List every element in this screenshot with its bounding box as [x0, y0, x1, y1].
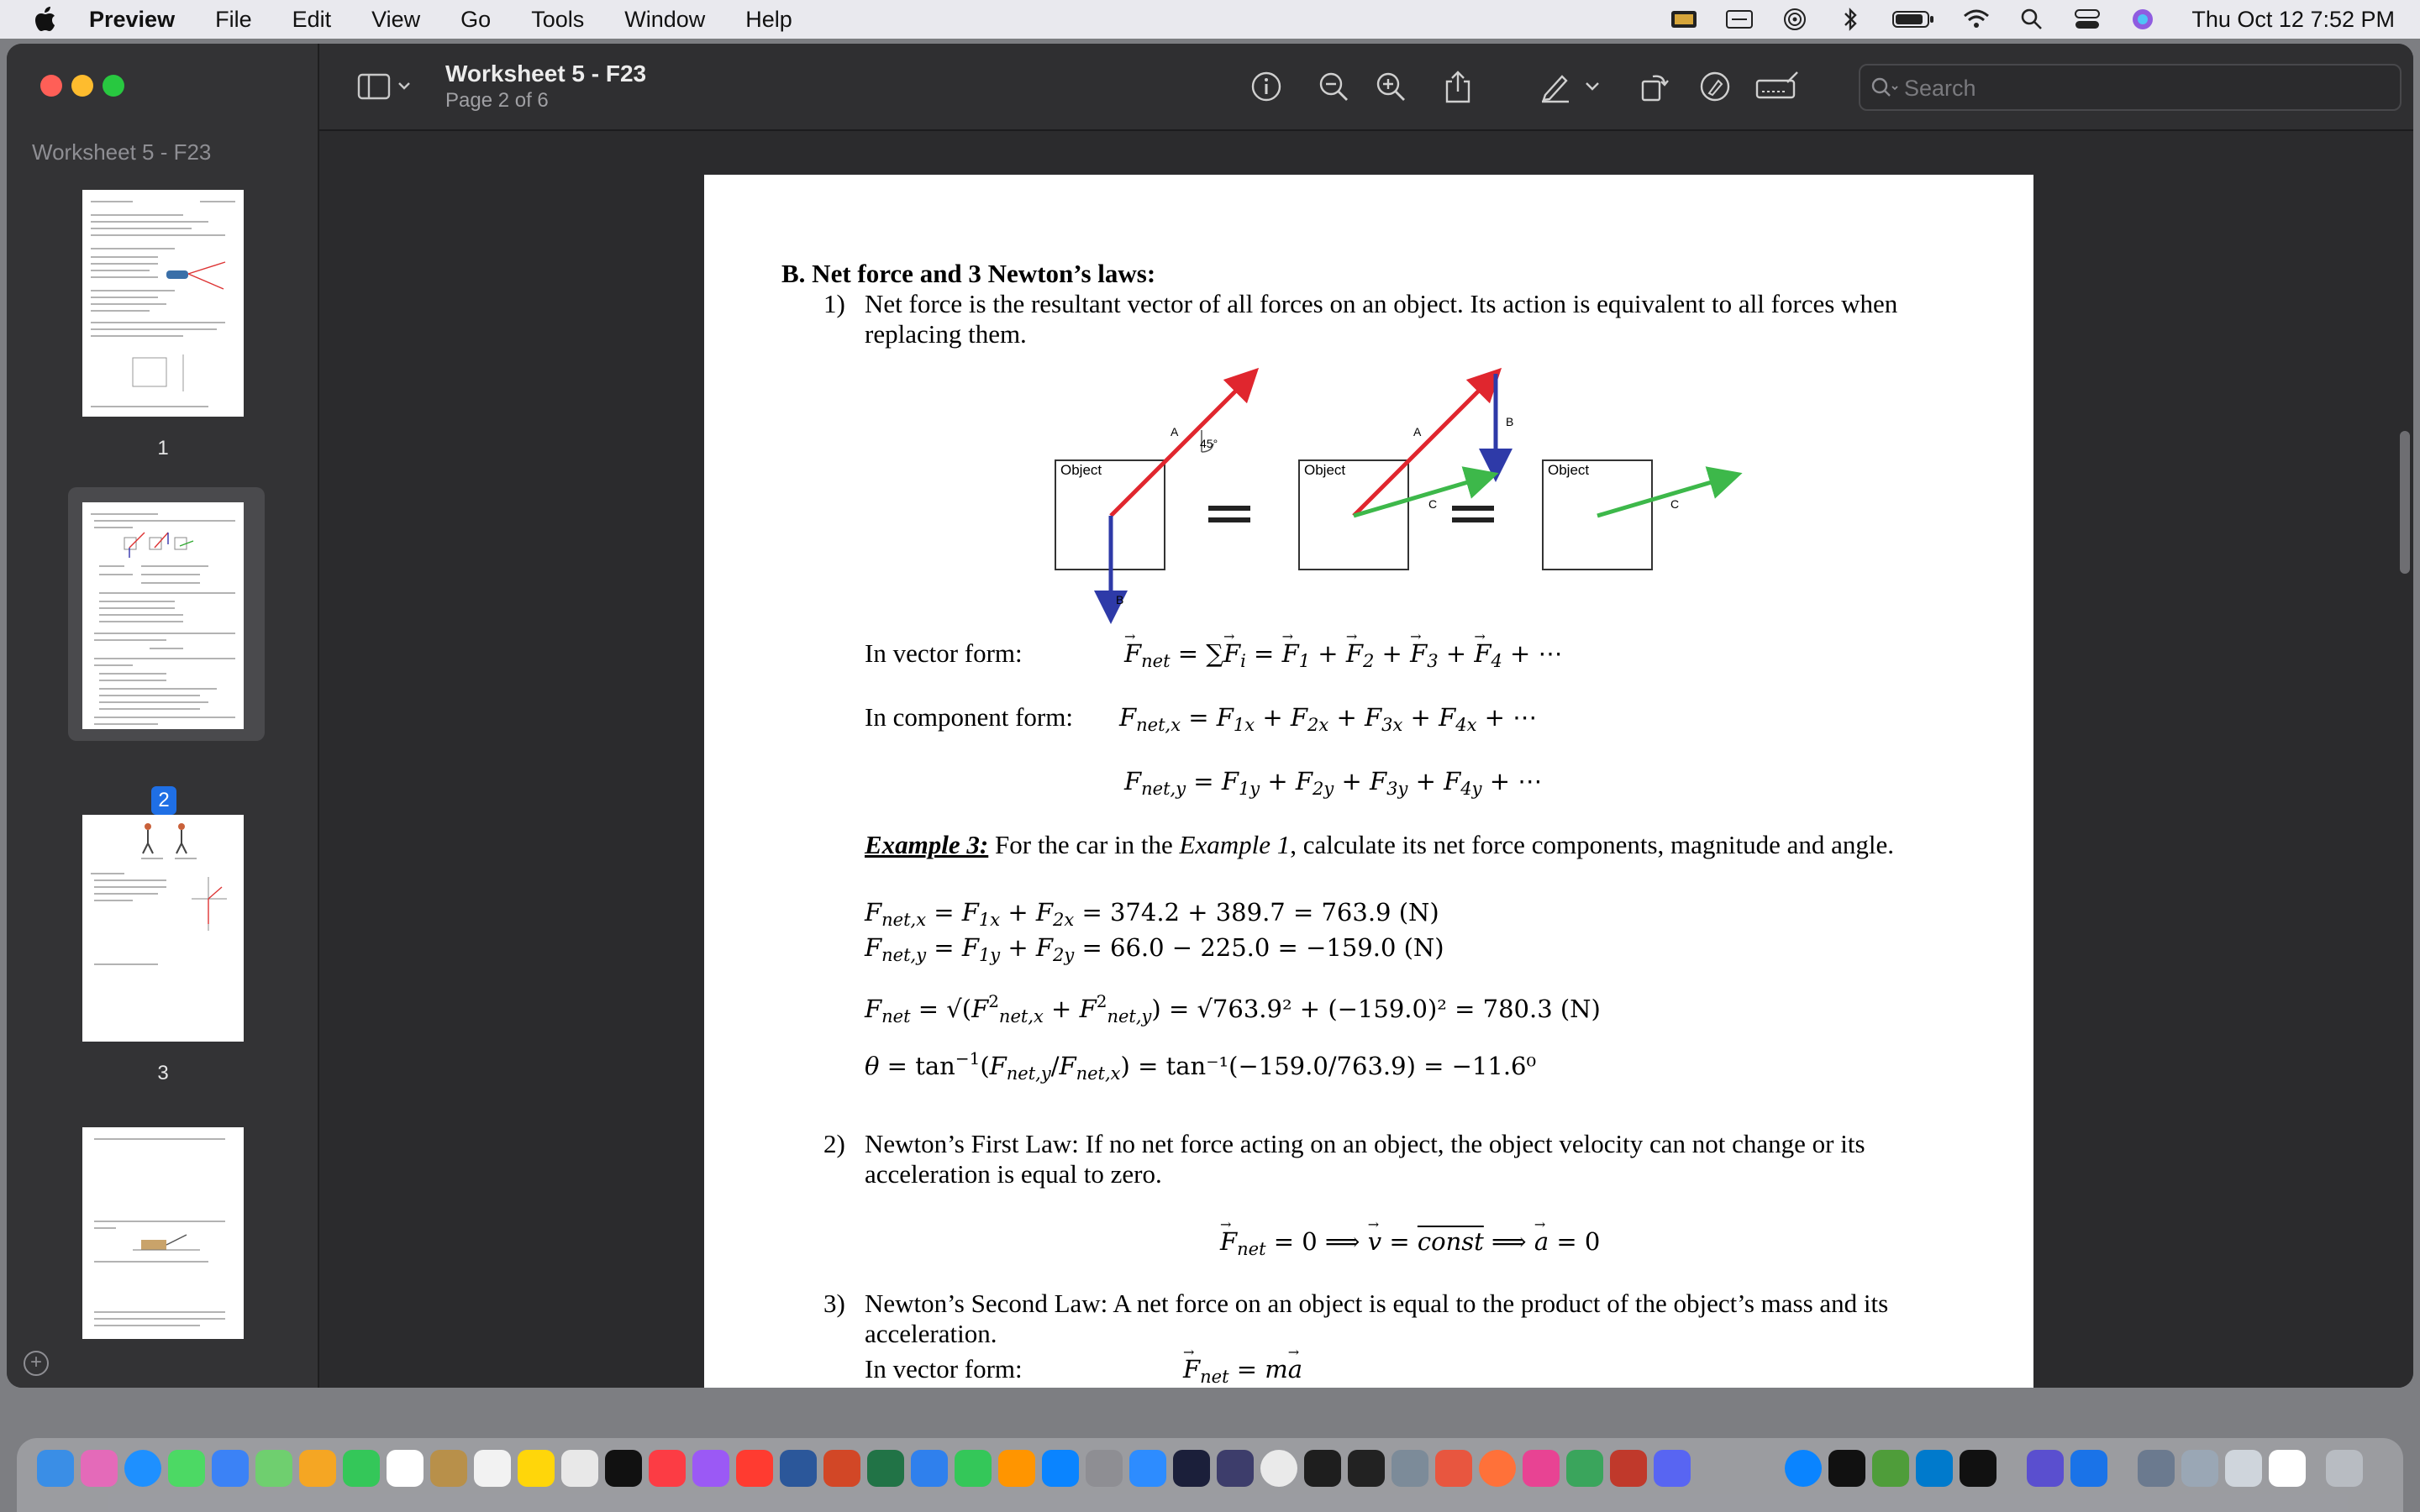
object-box-1-label: Object — [1060, 462, 1102, 478]
calc-fnet-magnitude-values: = √763.9² + (−159.0)² = 780.3 (N) — [1168, 995, 1601, 1023]
airdrop-icon[interactable] — [1780, 7, 1810, 32]
net-force-definition-line1: Net force is the resultant vector of all forces on an object. Its action is equivalent to all forces when — [865, 289, 1898, 318]
pages-icon[interactable] — [998, 1450, 1035, 1487]
equals-sign-1-top — [1208, 506, 1250, 511]
keyboard-icon[interactable] — [1724, 7, 1754, 32]
calc-fnet-x: $F_{net,x} = F_{1x} + F_{2x} = 374.2 + 389.7 = 763.9$ (N) — [865, 898, 1439, 930]
freeform-icon[interactable] — [561, 1450, 598, 1487]
component-form-label: In component form: — [865, 702, 1073, 732]
document-page-indicator: Page 2 of 6 — [445, 89, 549, 112]
menu-edit[interactable]: Edit — [292, 6, 332, 32]
zoom-in-icon[interactable] — [1371, 67, 1410, 106]
markup-pen-icon[interactable] — [1536, 67, 1575, 106]
chrome-icon[interactable] — [1260, 1450, 1297, 1487]
recent-window-3[interactable] — [2225, 1450, 2262, 1487]
search-icon — [1869, 74, 1899, 104]
bluetooth-icon[interactable] — [1835, 7, 1865, 32]
app-icon-9[interactable] — [2027, 1450, 2064, 1487]
second-law-equation: → $F_{net} = m\to a$ — [1183, 1354, 1302, 1388]
battery-icon[interactable] — [1891, 7, 1936, 32]
item-number-3: 3) — [823, 1289, 845, 1318]
example-3-line — [865, 830, 1894, 860]
thumbnail-sidebar — [7, 44, 319, 1388]
apple-tv-icon[interactable] — [605, 1450, 642, 1487]
podcasts-icon[interactable] — [692, 1450, 729, 1487]
zoom-icon[interactable] — [1129, 1450, 1166, 1487]
page-thumbnail-label-1: 1 — [157, 437, 169, 459]
app-icon-5[interactable] — [1566, 1450, 1603, 1487]
calc-fnet-x-values: = 374.2 + 389.7 = 763.9 (N) — [1081, 898, 1439, 927]
form-fill-icon[interactable] — [1753, 67, 1803, 106]
terminal-icon[interactable] — [1304, 1450, 1341, 1487]
reminders-icon[interactable] — [474, 1450, 511, 1487]
page-thumbnail-label-2: 2 — [151, 786, 176, 815]
menu-bar — [0, 0, 2420, 39]
example-3-text-b: , calculate its net force components, magnitude and angle. — [1290, 830, 1895, 859]
status-area — [1669, 0, 2420, 39]
firefox-icon[interactable] — [1479, 1450, 1516, 1487]
menu-tools[interactable]: Tools — [531, 6, 585, 32]
section-heading: B. Net force and 3 Newton’s laws: — [781, 259, 1156, 288]
menu-app-name[interactable]: Preview — [89, 6, 176, 32]
maps-icon[interactable] — [255, 1450, 292, 1487]
safari-icon[interactable] — [124, 1450, 161, 1487]
screenshot-icon[interactable] — [1348, 1450, 1385, 1487]
example-3-text-a: For the car in the — [988, 830, 1180, 859]
second-law-line1: Newton’s Second Law: A net force on an object is equal to the product of the object’s mass and its — [865, 1289, 1889, 1318]
app-status-icon[interactable] — [1669, 7, 1699, 32]
search-input[interactable] — [1904, 72, 2375, 104]
calc-theta-values: = tan⁻¹(−159.0/763.9) = −11.6⁰ — [1138, 1052, 1537, 1080]
notes-icon[interactable] — [518, 1450, 555, 1487]
example-3-label: Example 3: — [865, 830, 989, 859]
photos-icon[interactable] — [299, 1450, 336, 1487]
zoom-out-icon[interactable] — [1314, 67, 1353, 106]
markup-chevron-down-icon[interactable] — [1580, 67, 1605, 106]
app-icon-3[interactable] — [1435, 1450, 1472, 1487]
item-number-1: 1) — [823, 289, 845, 318]
toolbar — [319, 44, 2413, 131]
angle-label: 45° — [1200, 437, 1218, 450]
window-zoom-button[interactable] — [103, 75, 124, 97]
page-thumbnail-3[interactable] — [82, 815, 244, 1042]
messages-icon[interactable] — [168, 1450, 205, 1487]
app-icon-4[interactable] — [1523, 1450, 1560, 1487]
news-icon[interactable] — [736, 1450, 773, 1487]
net-force-y-equation: $F_{net,y} = F_{1y} + F_{2y} + F_{3y} + F_{4y}$ + ⋯ — [1124, 767, 1543, 799]
vscode-icon[interactable] — [1916, 1450, 1953, 1487]
rotate-icon[interactable] — [1635, 67, 1674, 106]
control-center-icon[interactable] — [2072, 7, 2102, 32]
calc-fnet-y: $F_{net,y} = F_{1y} + F_{2y} = 66.0 - 225.0 = -159.0$ (N) — [865, 933, 1444, 965]
app-store-icon[interactable] — [1042, 1450, 1079, 1487]
page-thumbnail-4[interactable] — [82, 1127, 244, 1339]
menu-clock[interactable]: Thu Oct 12 7:52 PM — [2191, 6, 2395, 32]
first-law-line2: acceleration is equal to zero. — [865, 1159, 1162, 1189]
app-icon-7[interactable] — [1785, 1450, 1822, 1487]
vector-c-label-3: C — [1670, 497, 1680, 511]
calc-theta: $\theta = \tan^{-1}(F_{net,y}/F_{net,x}) = \tan^{-1}(-159.0/763.9) = -11.6^0$ — [865, 1048, 1537, 1084]
trash-icon[interactable] — [2326, 1450, 2363, 1487]
vector-a-label-2: A — [1413, 425, 1422, 438]
contacts-icon[interactable] — [430, 1450, 467, 1487]
calendar-icon[interactable] — [387, 1450, 424, 1487]
first-law-line1: Newton’s First Law: If no net force acting on an object, the object velocity can not change or its — [865, 1129, 1865, 1158]
mail-icon[interactable] — [212, 1450, 249, 1487]
menu-go[interactable]: Go — [460, 6, 492, 32]
app-icon-1[interactable] — [1173, 1450, 1210, 1487]
equals-sign-2-top — [1452, 506, 1494, 511]
vector-b-label-2: B — [1506, 415, 1514, 428]
numbers-icon[interactable] — [955, 1450, 992, 1487]
object-box-2-label: Object — [1304, 462, 1346, 478]
tradingview-icon[interactable] — [1960, 1450, 1996, 1487]
app-icon-2[interactable] — [1217, 1450, 1254, 1487]
second-law-line2: acceleration. — [865, 1319, 997, 1348]
preview-icon[interactable] — [1392, 1450, 1428, 1487]
apple-menu-icon[interactable] — [27, 0, 66, 39]
facetime-icon[interactable] — [343, 1450, 380, 1487]
pdf-page — [704, 175, 2033, 1388]
page-thumbnail-label-3: 3 — [157, 1062, 169, 1084]
wifi-icon[interactable] — [1961, 7, 1991, 32]
menu-window[interactable]: Window — [624, 6, 706, 32]
vector-a-1 — [1111, 374, 1253, 516]
equals-sign-2-bottom — [1452, 517, 1494, 522]
app-icon-8[interactable] — [1828, 1450, 1865, 1487]
document-view[interactable] — [321, 133, 2413, 1388]
net-force-diagram — [704, 175, 2033, 645]
vector-b-label-1: B — [1116, 593, 1124, 606]
add-page-icon[interactable]: + — [24, 1351, 49, 1376]
keynote-icon[interactable] — [911, 1450, 948, 1487]
vector-c-label-2: C — [1428, 497, 1438, 511]
vector-c-3 — [1597, 475, 1734, 516]
search-field[interactable] — [1859, 64, 2402, 111]
first-law-equation: → $F_{net} = 0$ ⟹ → v = const ⟹ → a = 0 — [1220, 1226, 1600, 1264]
page-thumbnail-2[interactable] — [82, 502, 244, 729]
app-icon-6[interactable] — [1610, 1450, 1647, 1487]
recent-window-2[interactable] — [2181, 1450, 2218, 1487]
item-number-2: 2) — [823, 1129, 845, 1158]
vertical-scrollbar[interactable] — [2400, 431, 2410, 574]
menu-help[interactable]: Help — [745, 6, 792, 32]
system-settings-icon[interactable] — [1086, 1450, 1123, 1487]
launchpad-icon[interactable] — [81, 1450, 118, 1487]
preview-window — [7, 44, 2413, 1388]
window-minimize-button[interactable] — [71, 75, 93, 97]
calc-fnet-y-values: = 66.0 − 225.0 = −159.0 (N) — [1081, 933, 1444, 962]
share-icon[interactable] — [1439, 67, 1477, 106]
vector-form-label: In vector form: — [865, 638, 1023, 668]
sidebar-toggle-icon[interactable] — [355, 67, 417, 106]
equals-sign-1-bottom — [1208, 517, 1250, 522]
object-box-3-label: Object — [1548, 462, 1590, 478]
example-3-reference: Example 1 — [1179, 830, 1291, 859]
spotlight-search-icon[interactable] — [2017, 7, 2047, 32]
markup-circle-icon[interactable] — [1696, 67, 1734, 106]
menu-file[interactable]: File — [215, 6, 252, 32]
recent-window-4[interactable] — [2269, 1450, 2306, 1487]
finder-icon[interactable] — [37, 1450, 74, 1487]
minecraft-icon[interactable] — [1872, 1450, 1909, 1487]
word-icon[interactable] — [780, 1450, 817, 1487]
dock — [17, 1438, 2403, 1512]
app-icon-10[interactable] — [2070, 1450, 2107, 1487]
sidebar-title: Worksheet 5 - F23 — [32, 139, 212, 165]
discord-icon[interactable] — [1654, 1450, 1691, 1487]
info-icon[interactable] — [1247, 67, 1286, 106]
page-thumbnail-1[interactable] — [82, 190, 244, 417]
window-close-button[interactable] — [40, 75, 62, 97]
siri-icon[interactable] — [2128, 7, 2158, 32]
net-force-x-equation: $F_{net,x} = F_{1x} + F_{2x} + F_{3x} + F_{4x}$ + ⋯ — [1119, 703, 1538, 735]
calc-fnet-magnitude: $F_{net} = √(F^2_{net,x} + F^2_{net,y}) = √763.9^2 + (-159.0)^2 = 780.3$ (N) — [865, 991, 1601, 1026]
document-title: Worksheet 5 - F23 — [445, 60, 647, 87]
unknown-app-icon-2[interactable] — [1741, 1450, 1778, 1487]
powerpoint-icon[interactable] — [823, 1450, 860, 1487]
menu-view[interactable]: View — [371, 6, 421, 32]
net-force-definition-line2: replacing them. — [865, 319, 1027, 349]
recent-window-1[interactable] — [2138, 1450, 2175, 1487]
vector-a-label-1: A — [1171, 425, 1179, 438]
net-force-vector-equation: → $F_{net}$ = ∑→ $F_i$ = → $F_1$ + → $F_2$ + → $F_3$ + → $F_4$ + ⋯ — [1124, 638, 1563, 676]
unknown-app-icon-1[interactable] — [1697, 1450, 1734, 1487]
excel-icon[interactable] — [867, 1450, 904, 1487]
second-law-vector-label: In vector form: — [865, 1354, 1023, 1383]
music-icon[interactable] — [649, 1450, 686, 1487]
